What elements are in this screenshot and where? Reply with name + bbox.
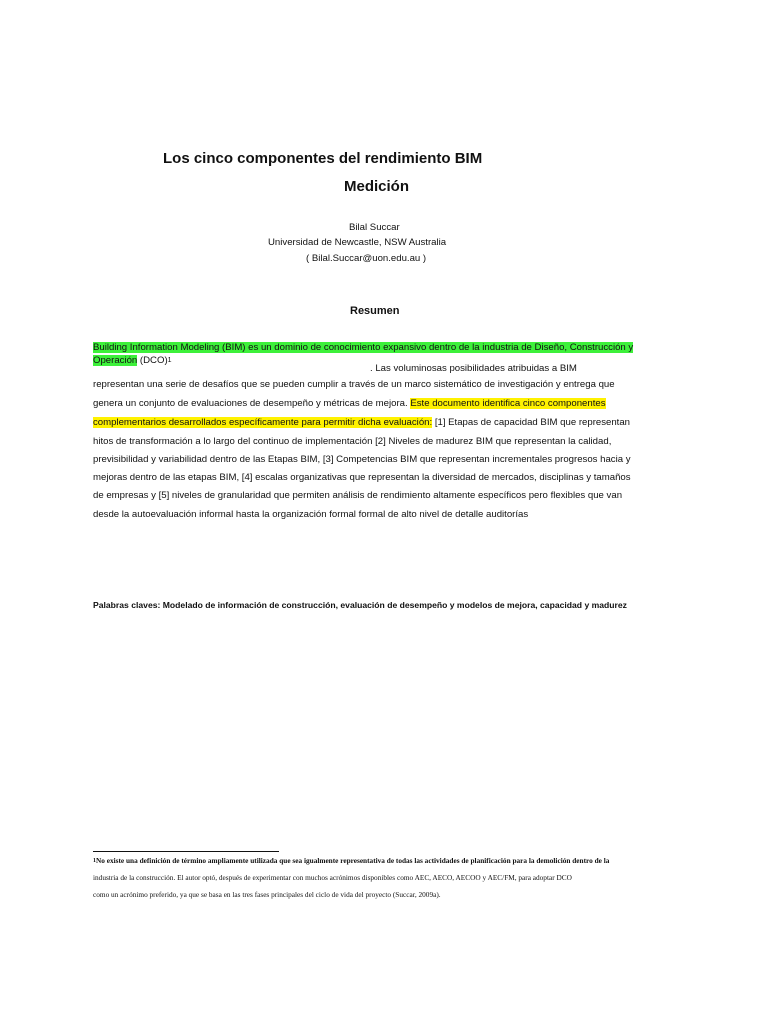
- author-affiliation: Universidad de Newcastle, NSW Australia: [268, 237, 447, 248]
- abstract-line-8: previsibilidad y variabilidad dentro de las Etapas BIM, [3] Competencias BIM que representan incrementales progresos hacia y: [93, 454, 631, 465]
- footnote-number: 1: [93, 858, 96, 864]
- abstract-line-1: [93, 341, 633, 354]
- footnote-line-1: [93, 856, 609, 865]
- abstract-line-6: [93, 416, 630, 429]
- keywords: [93, 600, 627, 610]
- footnote-line-3: como un acrónimo preferido, ya que se basa en las tres fases principales del ciclo de vida del proyecto (Succar, 2009a).: [93, 890, 441, 899]
- highlight-green: Building Information Modeling (BIM) es un dominio de conocimiento expansivo dentro de la industria de Diseño, Construcción y: [93, 342, 634, 353]
- abstract-text: [1] Etapas de capacidad BIM que representan: [432, 417, 631, 428]
- abstract-line-9: mejoras dentro de las etapas BIM, [4] escalas organizativas que representan la diversidad de mercados, disciplinas y tamaños: [93, 472, 631, 483]
- author-name: Bilal Succar: [349, 222, 400, 233]
- keywords-text: Modelado de información de construcción, evaluación de desempeño y modelos de mejora, capacidad y madurez: [160, 600, 627, 610]
- abstract-line-4: representan una serie de desafíos que se pueden cumplir a través de un marco sistemático de investigación y entrega que: [93, 379, 615, 390]
- abstract-line-2: [93, 354, 172, 367]
- abstract-text: (DCO): [137, 355, 168, 366]
- abstract-line-3: . Las voluminosas posibilidades atribuidas a BIM: [370, 363, 577, 374]
- footnote-divider: [93, 851, 279, 852]
- abstract-line-7: hitos de transformación a lo largo del continuo de implementación [2] Niveles de madurez BIM que representan la calidad,: [93, 436, 612, 447]
- abstract-line-5: [93, 397, 606, 410]
- abstract-heading: Resumen: [350, 305, 400, 317]
- footnote-line-2: industria de la construcción. El autor optó, después de experimentar con muchos acrónimos disponibles como AEC, AECO, AECOO y AEC/FM, para adoptar DCO: [93, 873, 572, 882]
- highlight-yellow: Este documento identifica cinco componentes: [410, 398, 606, 409]
- highlight-green: Operación: [93, 355, 138, 366]
- abstract-text: genera un conjunto de evaluaciones de desempeño y métricas de mejora.: [93, 398, 411, 409]
- highlight-yellow: complementarios desarrollados específicamente para permitir dicha evaluación:: [93, 417, 433, 428]
- paper-title-line-2: Medición: [344, 178, 410, 195]
- paper-title-line-1: Los cinco componentes del rendimiento BIM: [163, 150, 483, 167]
- footnote-text: No existe una definición de término ampliamente utilizada que sea igualmente representativa de todas las actividades de planificación para la demolición dentro de la: [96, 856, 610, 865]
- author-email: ( Bilal.Succar@uon.edu.au ): [306, 253, 427, 264]
- abstract-line-11: desde la autoevaluación informal hasta la organización formal formal de alto nivel de detalle auditorías: [93, 509, 529, 520]
- footnote-mark: 1: [167, 357, 172, 364]
- keywords-label: Palabras claves:: [93, 600, 161, 610]
- abstract-line-10: de empresas y [5] niveles de granularidad que permiten análisis de rendimiento altamente específicos pero flexibles que van: [93, 490, 623, 501]
